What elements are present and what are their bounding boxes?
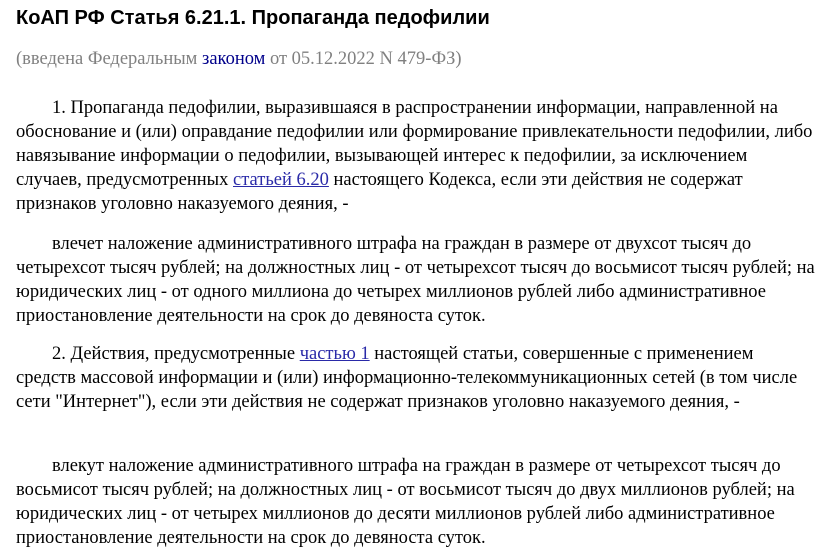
paragraph-3-text-start: 2. Действия, предусмотренные — [52, 344, 300, 364]
law-link[interactable]: законом — [202, 49, 266, 69]
part-1-link[interactable]: частью 1 — [299, 344, 370, 364]
paragraph-3-text-end: настоящей статьи, совершенные с применением средств массовой информации и (или) информационно-телекоммуникационных сетей (в том числе сети "Интернет"), если эти действия не содержат признаков уголовно наказуемого деяния, - — [16, 344, 798, 412]
introduction-note — [16, 49, 462, 70]
intro-text-start: (введена Федеральным — [16, 49, 203, 69]
article-6-20-link[interactable]: статьей 6.20 — [233, 170, 329, 190]
page-title: КоАП РФ Статья 6.21.1. Пропаганда педофилии — [16, 7, 490, 29]
paragraph-part-1 — [16, 96, 816, 216]
paragraph-1-text-end: настоящего Кодекса, если эти действия не содержат признаков уголовно наказуемого деяния, - — [16, 170, 743, 214]
paragraph-penalty-1: влечет наложение административного штрафа на граждан в размере от двухсот тысяч до четырехсот тысяч рублей; на должностных лиц - от четырехсот тысяч до восьмисот тысяч рублей; на юридических лиц - от одного миллиона до четырех миллионов рублей либо административное приостановление деятельности на срок до девяноста суток. — [16, 234, 815, 326]
paragraph-penalty-2: влекут наложение административного штрафа на граждан в размере от четырехсот тысяч до восьмисот тысяч рублей; на должностных лиц - от восьмисот тысяч до двух миллионов рублей; на юридических лиц - от четырех миллионов до десяти миллионов рублей либо административное приостановление деятельности на срок до девяноста суток. — [16, 456, 795, 548]
paragraph-1-text-start: 1. Пропаганда педофилии, выразившаяся в распространении информации, направленной на обоснование и (или) оправдание педофилии или формирование привлекательности педофилии, либо навязывание информации о педофилии, вызывающей интерес к педофилии, за исключением случаев, предусмотренных — [16, 98, 813, 190]
intro-text-end: от 05.12.2022 N 479-ФЗ) — [265, 49, 462, 69]
paragraph-part-2 — [16, 342, 816, 414]
